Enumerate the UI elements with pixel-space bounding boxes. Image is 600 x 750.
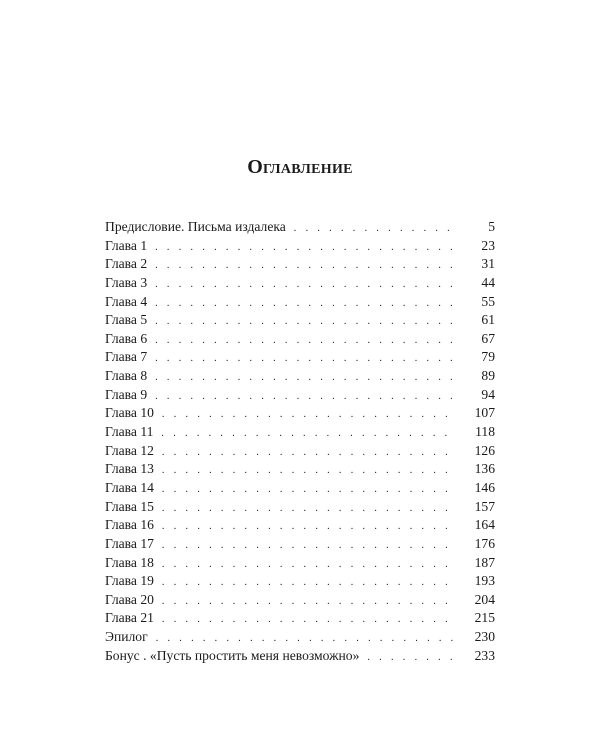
- toc-entry-title: Глава 9: [105, 386, 148, 402]
- toc-entry-title: Глава 14: [105, 479, 154, 495]
- toc-leader-dots: [294, 220, 457, 239]
- toc-entry-page-number: 23: [481, 237, 495, 253]
- toc-entry-page-number: 44: [481, 274, 495, 290]
- toc-leader-dots: [162, 593, 457, 612]
- toc-entry-page-number: 193: [474, 573, 495, 589]
- toc-leader-dots: [162, 444, 457, 463]
- toc-entry[interactable]: [105, 274, 495, 293]
- toc-entry-title: Предисловие. Письма издалека: [105, 219, 286, 234]
- toc-entry-page-number: 157: [474, 498, 495, 514]
- toc-leader-dots: [155, 369, 457, 388]
- toc-entry-page-number: 146: [474, 479, 495, 495]
- toc-entry-page-number: 187: [474, 554, 495, 570]
- toc-entry-title: Глава 10: [105, 405, 154, 421]
- toc-entry[interactable]: [105, 516, 495, 535]
- toc-entry[interactable]: [105, 367, 495, 386]
- toc-entry[interactable]: [105, 293, 495, 312]
- toc-entry[interactable]: [105, 591, 495, 610]
- toc-entry-title: Глава 13: [105, 461, 154, 477]
- toc-entry[interactable]: [105, 572, 495, 591]
- toc-entry[interactable]: [105, 311, 495, 330]
- toc-entry[interactable]: [105, 386, 495, 405]
- toc-entry-title: Глава 21: [105, 610, 154, 626]
- toc-leader-dots: [161, 425, 457, 444]
- toc-leader-dots: [155, 388, 457, 407]
- toc-entry-title: Глава 6: [105, 330, 148, 346]
- toc-entry[interactable]: [105, 237, 495, 256]
- toc-entry[interactable]: [105, 498, 495, 517]
- toc-leader-dots: [162, 481, 457, 500]
- toc-entry-page-number: 215: [474, 610, 495, 626]
- toc-entry-page-number: 118: [475, 424, 495, 440]
- toc-entry-page-number: 89: [481, 368, 495, 384]
- toc-leader-dots: [162, 462, 457, 481]
- toc-entry[interactable]: [105, 218, 495, 237]
- toc-entry-title: Глава 16: [105, 517, 154, 533]
- toc-entry-title: Глава 3: [105, 274, 148, 290]
- toc-leader-dots: [162, 406, 457, 425]
- toc-entry[interactable]: [105, 255, 495, 274]
- toc-entry-title: Глава 17: [105, 535, 154, 551]
- toc-entry[interactable]: [105, 535, 495, 554]
- toc-entry-page-number: 5: [488, 219, 495, 234]
- page-title: Оглавление: [247, 156, 353, 179]
- toc-leader-dots: [162, 500, 457, 519]
- toc-entry-title: Глава 15: [105, 498, 154, 514]
- toc-entry[interactable]: [105, 404, 495, 423]
- table-of-contents: [105, 218, 495, 665]
- toc-entry-title: Глава 5: [105, 312, 148, 328]
- toc-leader-dots: [155, 257, 457, 276]
- toc-entry[interactable]: [105, 330, 495, 349]
- toc-leader-dots: [367, 649, 457, 668]
- toc-leader-dots: [162, 611, 457, 630]
- toc-entry-page-number: 61: [481, 312, 495, 328]
- toc-entry-page-number: 67: [481, 330, 495, 346]
- toc-entry-page-number: 230: [474, 629, 495, 645]
- toc-entry-page-number: 204: [474, 591, 495, 607]
- toc-entry[interactable]: [105, 554, 495, 573]
- toc-leader-dots: [155, 313, 457, 332]
- toc-entry[interactable]: [105, 609, 495, 628]
- toc-entry-title: Глава 18: [105, 554, 154, 570]
- toc-leader-dots: [155, 276, 457, 295]
- toc-leader-dots: [162, 537, 457, 556]
- toc-leader-dots: [155, 239, 457, 258]
- toc-entry-title: Бонус . «Пусть простить меня невозможно»: [105, 647, 360, 663]
- toc-leader-dots: [162, 518, 457, 537]
- toc-entry[interactable]: [105, 628, 495, 647]
- toc-entry-page-number: 233: [474, 647, 495, 663]
- toc-entry[interactable]: [105, 479, 495, 498]
- toc-entry-title: Эпилог: [105, 629, 148, 645]
- toc-entry-page-number: 55: [481, 293, 495, 309]
- toc-entry-title: Глава 20: [105, 591, 154, 607]
- toc-leader-dots: [155, 295, 457, 314]
- toc-entry-title: Глава 19: [105, 573, 154, 589]
- toc-entry[interactable]: [105, 460, 495, 479]
- toc-entry[interactable]: [105, 423, 495, 442]
- toc-entry-page-number: 176: [474, 535, 495, 551]
- toc-leader-dots: [162, 556, 457, 575]
- toc-entry-title: Глава 11: [105, 424, 154, 440]
- toc-entry-page-number: 107: [474, 405, 495, 421]
- toc-entry-title: Глава 12: [105, 442, 154, 458]
- toc-leader-dots: [155, 350, 457, 369]
- toc-entry-page-number: 94: [481, 386, 495, 402]
- toc-leader-dots: [155, 332, 457, 351]
- toc-entry-page-number: 164: [474, 517, 495, 533]
- toc-entry-page-number: 31: [481, 256, 495, 272]
- toc-entry-page-number: 79: [481, 349, 495, 365]
- toc-entry-page-number: 126: [474, 442, 495, 458]
- toc-entry-title: Глава 8: [105, 368, 148, 384]
- toc-entry-title: Глава 7: [105, 349, 148, 365]
- toc-entry[interactable]: [105, 647, 495, 666]
- toc-entry[interactable]: [105, 442, 495, 461]
- toc-entry-title: Глава 1: [105, 237, 148, 253]
- toc-entry-title: Глава 2: [105, 256, 148, 272]
- toc-entry-title: Глава 4: [105, 293, 148, 309]
- toc-entry[interactable]: [105, 348, 495, 367]
- toc-entry-page-number: 136: [474, 461, 495, 477]
- toc-leader-dots: [162, 574, 457, 593]
